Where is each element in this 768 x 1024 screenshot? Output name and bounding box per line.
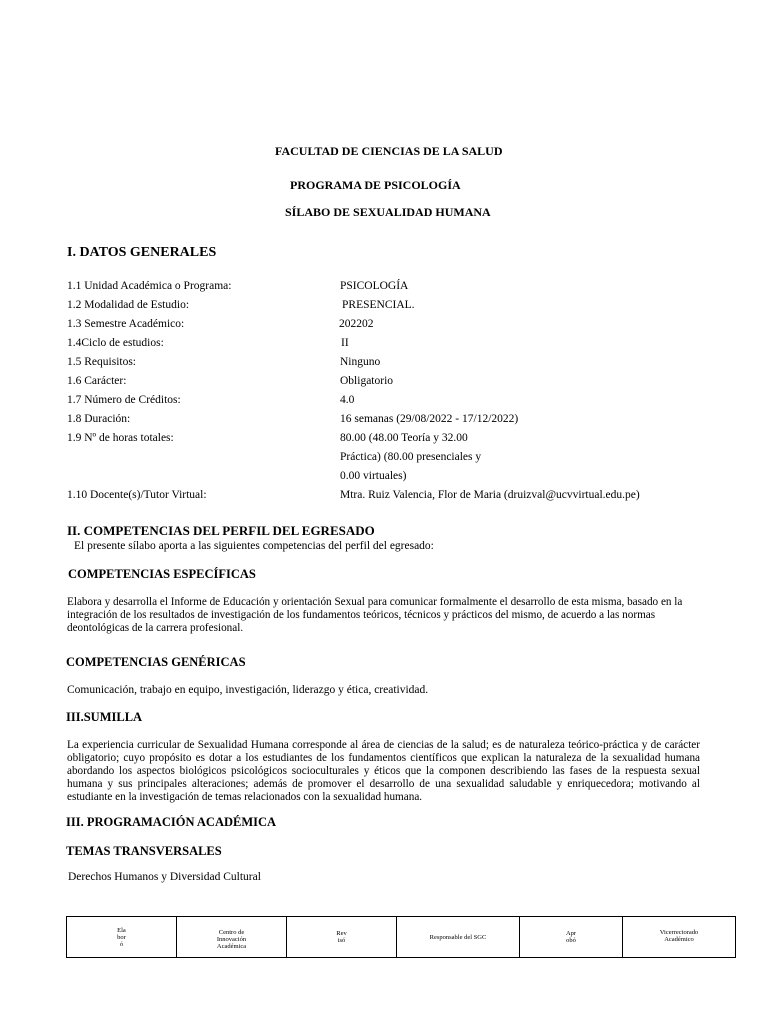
- competencias-intro: El presente sílabo aporta a las siguientes competencias del perfil del egresado:: [74, 540, 434, 552]
- section-sumilla: III.SUMILLA: [66, 710, 143, 724]
- row-value-line: 80.00 (48.00 Teoría y 32.00: [340, 432, 468, 444]
- row-value: Mtra. Ruiz Valencia, Flor de Maria (druizval@ucvvirtual.edu.pe): [340, 489, 640, 501]
- section-datos-generales: I. DATOS GENERALES: [67, 245, 217, 260]
- temas-transversales-text: Derechos Humanos y Diversidad Cultural: [68, 871, 261, 883]
- row-label: 1.5 Requisitos:: [67, 356, 137, 368]
- row-value: Ninguno: [340, 356, 381, 368]
- row-label: 1.7 Número de Créditos:: [67, 394, 181, 406]
- temas-transversales-title: TEMAS TRANSVERSALES: [66, 844, 222, 858]
- competencias-especificas-text: Elabora y desarrolla el Informe de Educación y orientación Sexual para comunicar formalmente el desarrollo de esta misma, basado en la integración de los resultados de investigación de los fundamentos teóricos, técnicos y prácticos del mismo, de acuerdo a las normas deontológicas de la carrera profesional.: [67, 596, 683, 634]
- table-cell: Apr obó: [520, 917, 623, 958]
- table-cell: Rev isó: [287, 917, 397, 958]
- row-value: Obligatorio: [340, 375, 394, 387]
- sumilla-text: La experiencia curricular de Sexualidad Humana corresponde al área de ciencias de la salud; es de naturaleza teórico-práctica y de carácter obligatorio; cuyo propósito es dotar a los estudiantes de los fundamentos científicos que explican la naturaleza de la sexualidad humana abordando los aspectos biológicos psicológicos socioculturales y éticos que la componen describiendo las fases de la respuesta sexual humana y sus principales alteraciones; además de promover el desarrollo de una sexualidad saludable y enriquecedora; motivando al estudiante en la investigación de temas relacionados con la sexualidad humana.: [67, 739, 700, 803]
- row-label: 1.10 Docente(s)/Tutor Virtual:: [67, 489, 207, 501]
- signature-table: [66, 916, 736, 958]
- row-label: 1.6 Carácter:: [67, 375, 127, 387]
- table-cell: Ela bor ó: [67, 917, 177, 958]
- row-label: 1.8 Duración:: [67, 413, 131, 425]
- row-value: PRESENCIAL.: [342, 299, 415, 311]
- table-cell: Responsable del SGC: [397, 917, 520, 958]
- row-value-line: 0.00 virtuales): [340, 470, 407, 482]
- faculty-title: FACULTAD DE CIENCIAS DE LA SALUD: [275, 144, 503, 158]
- row-label: 1.1 Unidad Académica o Programa:: [67, 280, 232, 292]
- row-value: 16 semanas (29/08/2022 - 17/12/2022): [340, 413, 519, 425]
- section-competencias: II. COMPETENCIAS DEL PERFIL DEL EGRESADO: [67, 523, 375, 538]
- row-label: 1.3 Semestre Académico:: [67, 318, 185, 330]
- table-cell: Vicerrectorado Académico: [623, 917, 736, 958]
- row-label: 1.4Ciclo de estudios:: [67, 337, 164, 349]
- row-value: 202202: [339, 318, 374, 330]
- row-value: II: [341, 337, 349, 349]
- table-cell: Centro de Innovación Académica: [177, 917, 287, 958]
- row-label: 1.2 Modalidad de Estudio:: [67, 299, 190, 311]
- row-label: 1.9 Nº de horas totales:: [67, 432, 174, 444]
- row-value-line: Práctica) (80.00 presenciales y: [340, 451, 482, 463]
- row-value: PSICOLOGÍA: [340, 280, 409, 292]
- row-value: 4.0: [340, 394, 355, 406]
- program-title: PROGRAMA DE PSICOLOGÍA: [290, 178, 461, 192]
- syllabus-title: SÍLABO DE SEXUALIDAD HUMANA: [285, 205, 491, 219]
- competencias-especificas-title: COMPETENCIAS ESPECÍFICAS: [68, 567, 256, 581]
- competencias-genericas-text: Comunicación, trabajo en equipo, investigación, liderazgo y ética, creatividad.: [67, 684, 429, 696]
- competencias-genericas-title: COMPETENCIAS GENÉRICAS: [66, 655, 246, 669]
- section-programacion: III. PROGRAMACIÓN ACADÉMICA: [66, 815, 277, 829]
